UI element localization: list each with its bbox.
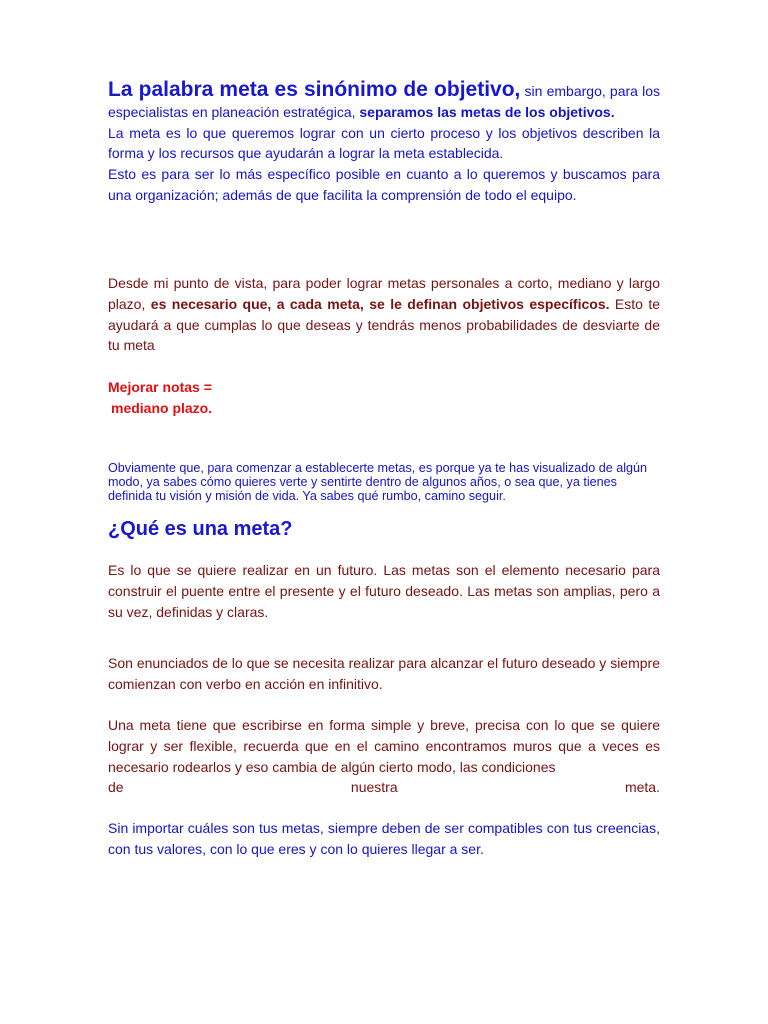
example-line-1: Mejorar notas = [108, 379, 212, 395]
intro-paragraph [108, 80, 660, 206]
last-line-word-2: nuestra [350, 779, 398, 796]
intro-text-3: Esto es para ser lo más específico posible en cuanto a lo queremos y buscamos para una organización; además de que facilita la comprensión de todo el equipo. [108, 166, 660, 203]
last-line-word-3: meta. [624, 779, 660, 796]
opinion-text-2: Esto te ayudará a que cumplas lo que deseas y tendrás menos probabilidades de desviarte de tu meta [108, 295, 661, 354]
opinion-bold-text: es necesario que, a cada meta, se le definan objetivos específicos. [150, 295, 610, 312]
section-paragraph-1: Es lo que se quiere realizar en un futuro. Las metas son el elemento necesario para construir el puente entre el presente y el futuro deseado. Las metas son amplias, pero a su vez, definidas y claras. [108, 562, 660, 620]
last-line-word-1: de [108, 779, 124, 796]
section-paragraph-3-text: Una meta tiene que escribirse en forma simple y breve, precisa con lo que se quiere lograr y ser flexible, recuerda que en el camino encontramos muros que a veces es necesario rodearlos y eso cambia de algún cierto modo, las condiciones [108, 717, 660, 775]
obvious-paragraph: Obviamente que, para comenzar a establecerte metas, es porque ya te has visualizado de algún modo, ya sabes cómo quieres verte y sentirte dentro de algunos años, o sea que, ya tienes definida tu visión y misión de vida. Ya sabes qué rumbo, camino seguir. [108, 461, 648, 503]
example-line-2: mediano plazo. [111, 399, 213, 416]
intro-heading: La palabra meta es sinónimo de objetivo, [108, 78, 521, 101]
section-paragraph-3 [108, 715, 660, 798]
intro-text-2: La meta es lo que queremos lograr con un cierto proceso y los objetivos describen la forma y los recursos que ayudarán a lograr la meta establecida. [108, 124, 660, 162]
intro-text-1: sin embargo, para los especialistas en planeación estratégica, [108, 83, 660, 120]
section-paragraph-2: Son enunciados de lo que se necesita realizar para alcanzar el futuro deseado y siempre comienzan con verbo en acción en infinitivo. [108, 655, 660, 692]
example-block [108, 377, 660, 419]
section-heading: ¿Qué es una meta? [108, 518, 293, 540]
section-paragraph-4: Sin importar cuáles son tus metas, siempre deben de ser compatibles con tus creencias, con tus valores, con lo que eres y con lo quieres llegar a ser. [108, 820, 660, 857]
section-paragraph-3-last-line [108, 777, 660, 798]
opinion-paragraph [108, 273, 660, 356]
intro-bold-text: separamos las metas de los objetivos. [359, 103, 615, 120]
opinion-text-1: Desde mi punto de vista, para poder lograr metas personales a corto, mediano y largo plazo, [108, 275, 660, 312]
